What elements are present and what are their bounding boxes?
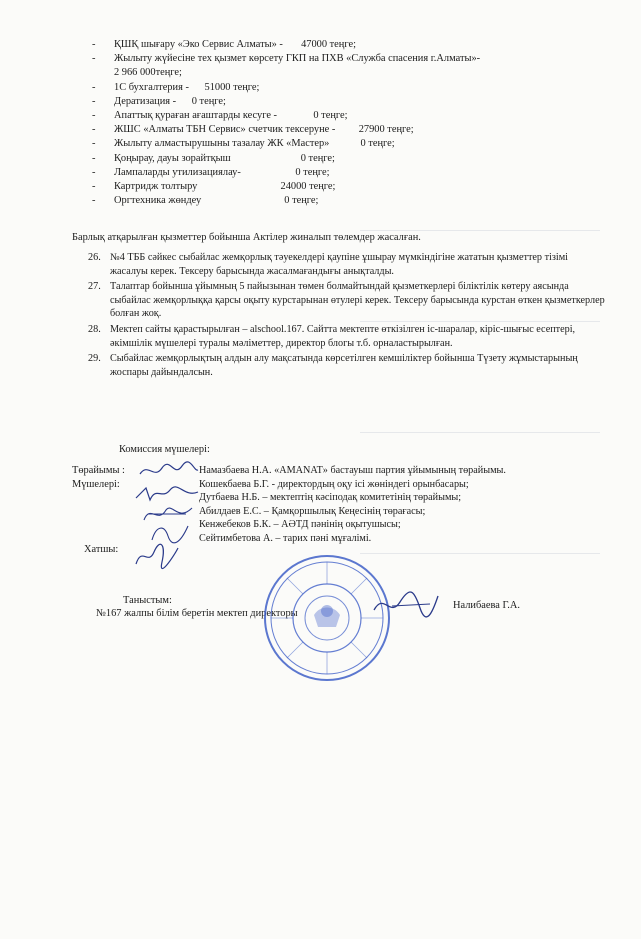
list-item: - ЖШС «Алматы ТБН Сервис» счетчик тексеруне - 27900 теңге; <box>92 124 414 136</box>
member-line: Кошекбаева Б.Г. - директордың оқу ісі жөніндегі орынбасары; <box>199 478 469 490</box>
chair-label: Төрайымы : <box>72 465 125 476</box>
list-item: - Жылыту алмастырушыны тазалау ЖК «Мастер» 0 теңге; <box>92 138 395 150</box>
member-line: Сейтимбетова А. – тарих пәні мұғалімі. <box>199 532 372 544</box>
list-item: - Оргтехника жөндеу 0 теңге; <box>92 195 319 207</box>
numbered-list <box>88 251 608 381</box>
list-item: - Картридж толтыру 24000 теңге; <box>92 181 336 193</box>
list-item-continuation: 2 966 000теңге; <box>114 67 182 79</box>
acknowledgement-label: Таныстым: <box>123 595 172 606</box>
director-name: Налибаева Г.А. <box>453 600 520 611</box>
list-item: 28. Мектеп сайты қарастырылған – alschool.167. Сайтта мектепте өткізілген іс-шаралар, кіріс-шығыс есептері, әкімшілік мүшелері туралы мәліметтер, директор блогы т.б. орналастырылған. <box>88 323 576 349</box>
list-item: 26. №4 ТББ сәйкес сыбайлас жемқорлық тәуекелдері қаупіне ұшырау мүмкіндігіне жататын қызметтер тізімі жасалуы керек. Тексеру барысында жасалмағандығы анықталды. <box>88 252 568 277</box>
member-line: Дутбаева Н.Б. – мектептің кәсіподақ комитетінің төрайымы; <box>199 492 462 504</box>
member-line: Абилдаев Е.С. – Қамқоршылық Кеңесінің төрағасы; <box>199 505 426 517</box>
secretary-label: Хатшы: <box>84 544 119 555</box>
member-line: Намазбаева Н.А. «AMANAT» бастауыш партия ұйымының төрайымы. <box>199 465 506 476</box>
list-item: - 1С бухгалтерия - 51000 теңге; <box>92 81 260 93</box>
list-item: - ҚШҚ шығару «Эко Сервис Алматы» - 47000 теңге; <box>92 39 356 50</box>
list-item: - Дератизация - 0 теңге; <box>92 95 226 107</box>
services-list <box>92 38 480 208</box>
list-item: - Лампаларды утилизациялау- 0 теңге; <box>92 166 330 178</box>
members-label: Мүшелері: <box>72 478 120 490</box>
list-item: - Қоңырау, дауы зорайтқыш 0 теңге; <box>92 152 335 164</box>
signature-director <box>370 588 442 622</box>
list-item: - Апаттық қураған ағаштарды кесуге - 0 теңге; <box>92 110 348 122</box>
summary-text: Барлық атқарылған қызметтер бойынша Актілер жиналып төлемдер жасалған. <box>72 232 421 243</box>
school-director-title: №167 жалпы білім беретін мектеп директоры <box>96 608 298 619</box>
member-line: Кенжебеков Б.К. – АӘТД пәнінің оқытушысы; <box>199 519 401 531</box>
commission-roles <box>72 464 125 492</box>
list-item: 27. Талаптар бойынша ұйымның 5 пайызынан төмен болмайтындай қызметкерлері біліктілік көтеру аясында сыбайлас жемқорлыққа қарсы оқыту курстарынан өтулері керек. Тексеру барысында курстан өткен қызметкерлер болған жоқ. <box>88 281 605 320</box>
signature-secretary <box>132 540 182 570</box>
list-item: - Жылыту жүйесіне тех қызмет көрсету ГКП на ПХВ «Служба спасения г.Алматы»- <box>92 53 481 65</box>
commission-title: Комиссия мүшелері: <box>119 444 210 455</box>
signature-chair <box>138 460 200 482</box>
list-item: 29. Сыбайлас жемқорлықтың алдын алу мақсатында көрсетілген кемшіліктер бойынша Түзету жұмыстарының жоспары дайындалсын. <box>88 353 578 378</box>
commission-members <box>199 464 506 546</box>
